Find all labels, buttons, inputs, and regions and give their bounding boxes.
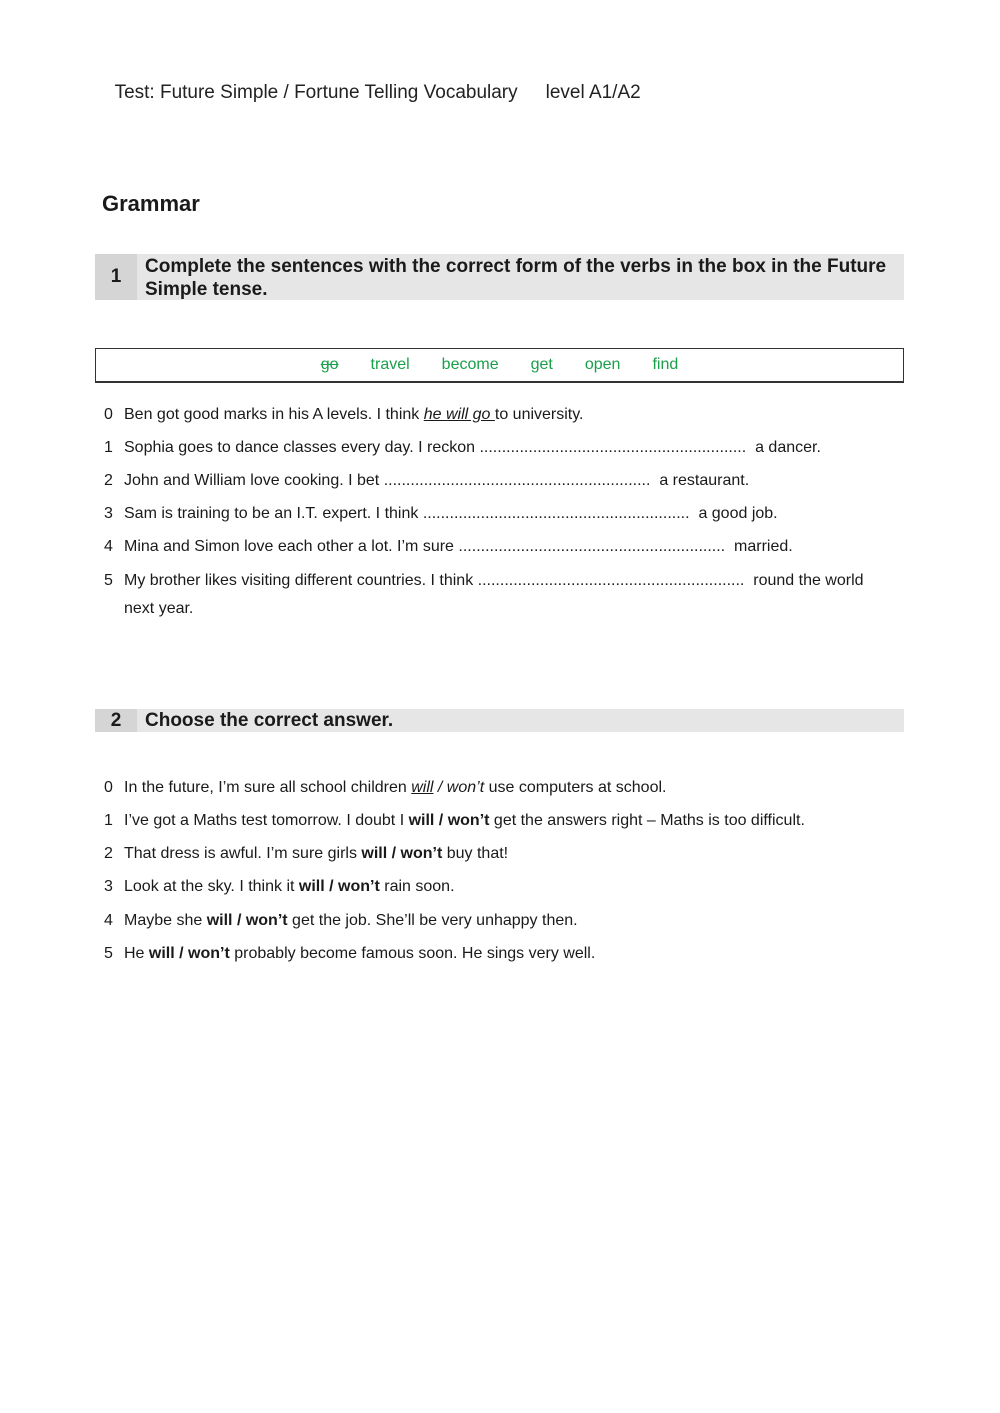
item-number: 1 [104, 812, 113, 829]
exercise-1-item [104, 571, 864, 591]
exercise-1-number: 1 [95, 254, 137, 300]
word-box-item: open [584, 356, 621, 373]
exercise-2-number: 2 [95, 709, 137, 732]
answer-blank[interactable]: ............................................................ [383, 472, 651, 489]
item-number: 5 [104, 945, 113, 962]
answer-blank[interactable]: ............................................................ [458, 538, 726, 555]
item-text: In the future, I’m sure all school children [124, 779, 412, 796]
item-number: 1 [104, 439, 113, 456]
exercise-2-item [104, 844, 508, 864]
exercise-2-item [104, 877, 455, 897]
item-number: 4 [104, 912, 113, 929]
test-title: Test: Future Simple / Fortune Telling Vocabulary [114, 82, 518, 103]
item-text-end: rain soon. [379, 878, 455, 895]
item-number: 5 [104, 572, 113, 589]
item-number: 2 [104, 472, 113, 489]
item-number: 3 [104, 878, 113, 895]
exercise-1-item [104, 504, 778, 524]
page-header [104, 60, 641, 104]
example-answer: he will go [423, 406, 495, 423]
item-text-end: to university. [494, 406, 584, 423]
exercise-1-item [104, 471, 749, 491]
item-text-end: use computers at school. [484, 779, 667, 796]
item-text-end: married. [734, 538, 793, 555]
answer-choice[interactable]: will / won’t [408, 812, 490, 829]
answer-blank[interactable]: ............................................................ [422, 505, 690, 522]
item-text: Ben got good marks in his A levels. I think [124, 406, 424, 423]
item-number: 0 [104, 779, 113, 796]
answer-blank[interactable]: ............................................................ [479, 439, 747, 456]
word-box-item: become [441, 356, 499, 373]
exercise-1-instruction: Complete the sentences with the correct form of the verbs in the box in the Future Simple tense. [145, 256, 887, 300]
exercise-1-example [104, 405, 584, 425]
word-box-item: travel [370, 356, 410, 373]
exercise-2-item [104, 811, 805, 831]
item-text: I’ve got a Maths test tomorrow. I doubt I [124, 812, 409, 829]
word-box-item: get [530, 356, 553, 373]
answer-blank[interactable]: ............................................................ [477, 572, 745, 589]
item-text-end: a dancer. [755, 439, 821, 456]
item-number: 0 [104, 406, 113, 423]
exercise-2-example [104, 778, 666, 798]
item-text: Sam is training to be an I.T. expert. I think [124, 505, 419, 522]
item-text-end: round the world [753, 572, 864, 589]
item-text-end: get the answers right – Maths is too difficult. [489, 812, 805, 829]
item-text-end: buy that! [442, 845, 509, 862]
item-text-end: a good job. [698, 505, 778, 522]
item-text-end: get the job. She’ll be very unhappy then. [287, 912, 578, 929]
exercise-1-item [104, 537, 793, 557]
item-text-end: probably become famous soon. He sings very well. [229, 945, 596, 962]
item-text: Look at the sky. I think it [124, 878, 299, 895]
exercise-1-header [95, 254, 904, 300]
answer-choice[interactable]: will / won’t [361, 845, 443, 862]
answer-choice[interactable]: will / won’t [206, 912, 288, 929]
item-text: Mina and Simon love each other a lot. I’m sure [124, 538, 454, 555]
item-text: That dress is awful. I’m sure girls [124, 845, 362, 862]
exercise-2-item [104, 911, 578, 931]
exercise-1-item [104, 438, 821, 458]
example-choice-will: will [411, 779, 434, 796]
item-text: Maybe she [124, 912, 207, 929]
exercise-2-header [95, 709, 904, 732]
word-box-item: go [320, 356, 339, 373]
item-continuation: next year. [124, 600, 194, 617]
exercise-2-item [104, 944, 595, 964]
exercise-2-instruction: Choose the correct answer. [145, 710, 394, 731]
item-number: 4 [104, 538, 113, 555]
item-text: Sophia goes to dance classes every day. I reckon [124, 439, 476, 456]
item-text-end: a restaurant. [659, 472, 750, 489]
item-text: John and William love cooking. I bet [124, 472, 380, 489]
item-text: He [124, 945, 149, 962]
answer-choice[interactable]: will / won’t [148, 945, 230, 962]
word-box-item: find [652, 356, 679, 373]
word-box [95, 348, 904, 383]
test-level: level A1/A2 [545, 82, 641, 103]
item-number: 2 [104, 845, 113, 862]
example-choice-rest: / won’t [433, 779, 485, 796]
section-heading: Grammar [102, 191, 200, 216]
answer-choice[interactable]: will / won’t [298, 878, 380, 895]
item-text: My brother likes visiting different countries. I think [124, 572, 474, 589]
item-number: 3 [104, 505, 113, 522]
